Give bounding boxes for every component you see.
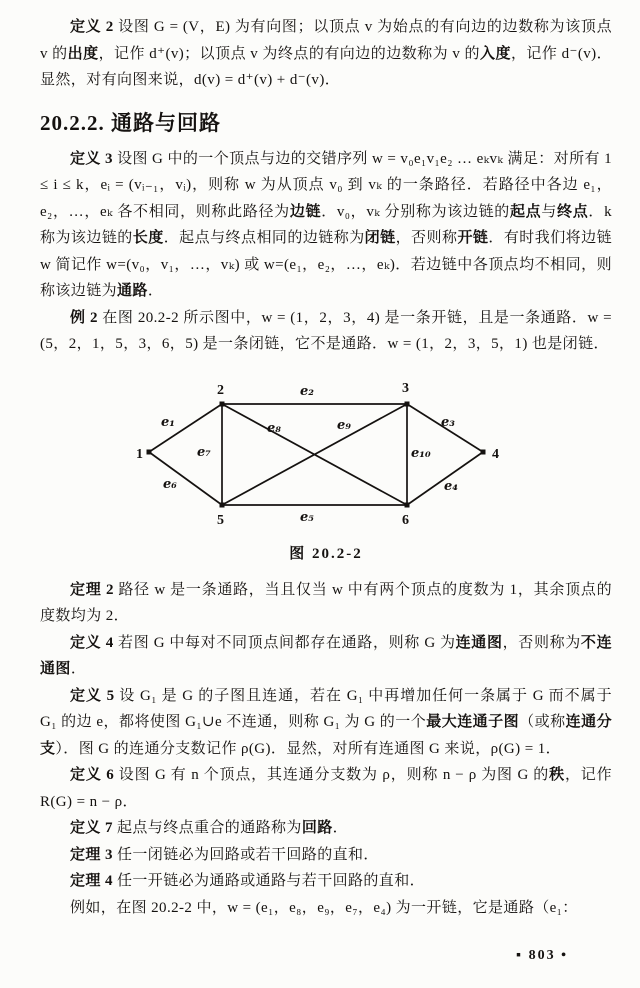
edge-label: e₁₀ (411, 445, 431, 461)
vertex-label: 6 (402, 512, 409, 528)
bold-term: 定义 7 (70, 820, 113, 836)
bold-term: 例 2 (70, 309, 98, 326)
text-run: 若图 G 中每对不同顶点间都存在通路，则称 G 为 (113, 634, 456, 651)
text-run: ．v₀，vₖ 分别称为该边链的 (321, 203, 510, 220)
page-number: ▪ 803 • (516, 948, 568, 963)
section-paragraphs (40, 146, 612, 358)
text-run: ． (70, 661, 87, 677)
graph-vertex-2 (220, 401, 225, 406)
bold-term: 闭链 (364, 230, 396, 246)
intro-paragraphs (40, 14, 612, 94)
edge-label: e₆ (163, 476, 177, 492)
edge-label: e₉ (337, 417, 351, 433)
paragraph (40, 14, 612, 94)
text-run: 设 G₁ 是 G 的子图且连通，若在 G₁ 中再增加任何一条属于 G 而不属于 G₁ 的边 e，都将使图 G₁∪e 不连通，则称 G₁ 为 G 的一个 (40, 687, 612, 730)
paragraph (40, 762, 612, 815)
bold-term: 起点 (509, 203, 542, 220)
text-run: 设图 G 有 n 个顶点，其连通分支数为 ρ，则称 n − ρ 为图 G 的 (114, 767, 550, 783)
bold-term: 出度 (67, 45, 99, 62)
text-run: ． (332, 820, 349, 836)
vertex-label: 4 (492, 446, 499, 462)
edge-label: e₁ (161, 414, 175, 430)
vertex-label: 2 (217, 382, 224, 398)
paragraph (40, 683, 612, 763)
body-paragraphs (40, 577, 612, 922)
paragraph (40, 305, 612, 358)
figure-caption: 图 20.2-2 (289, 545, 363, 562)
paragraph (40, 577, 612, 630)
paragraph (40, 815, 612, 842)
text-run: ，记作 d⁻(v)．显然，对有向图来说，d(v) = d⁺(v) + d⁻(v)． (40, 45, 612, 88)
text-run: 例如，在图 20.2-2 中，w = (e₁，e₈，e₉，e₇，e₄) 为一开链，它是通路（e₁： (70, 899, 578, 916)
bold-term: 定理 3 (70, 846, 113, 863)
bold-term: 最大连通子图 (426, 714, 520, 730)
graph-figure (0, 374, 640, 536)
bold-term: 定义 6 (70, 767, 115, 783)
text-run: ． (147, 283, 164, 299)
paragraph (40, 146, 612, 305)
paragraph (40, 868, 612, 895)
text-run: ．有时我们将边链 w 简记作 w=(v₀，v₁，…，vₖ) 或 w=(e₁，e₂，…，eₖ)．若边链中各顶点均不相同，则称该边链为 (40, 230, 612, 299)
vertex-label: 5 (217, 512, 224, 528)
bold-term: 开链 (457, 230, 489, 246)
text-run: ）．图 G 的连通分支数记作 ρ(G)．显然，对所有连通图 G 来说，ρ(G) = 1． (55, 740, 561, 757)
edge-label: e₄ (444, 478, 458, 494)
bold-term: 定义 4 (70, 634, 114, 651)
text-run: ．k 称为该边链的 (40, 203, 612, 246)
vertex-label: 1 (136, 446, 143, 462)
text-run: 与 (541, 203, 558, 220)
text-run: 任一开链必为通路或通路与若干回路的直和． (112, 873, 426, 889)
edge-label: e₃ (441, 414, 455, 430)
text-run: （或称 (519, 714, 566, 730)
text-run: ，记作 d⁺(v)；以顶点 v 为终点的有向边的边数称为 v 的 (98, 45, 480, 62)
paragraph (40, 842, 612, 869)
edge-label: e₂ (300, 383, 314, 399)
bold-term: 回路 (301, 820, 333, 836)
text-run: ，否则称 (395, 230, 458, 246)
text-run: 设图 G = (V，E) 为有向图；以顶点 v 为始点的有向边的边数称为该顶点 v 的 (40, 19, 612, 62)
edge-label: e₇ (197, 444, 211, 460)
graph-vertex-4 (481, 449, 486, 454)
graph-edge-e1 (149, 404, 222, 452)
bold-term: 边链 (289, 203, 322, 220)
bold-term: 长度 (132, 230, 164, 246)
text-run: 设图 G 中的一个顶点与边的交错序列 w = v₀e₁v₁e₂ … eₖvₖ 满足：对所有 1 ≤ i ≤ k，eᵢ = (vᵢ₋₁，vᵢ)，则称 w 为从顶点 v₀ 到 vₖ 的一条路径．若路径中各边 e₁，e₂，…，eₖ 各不相同，则称此路径为 (40, 150, 612, 220)
paragraph (40, 630, 612, 683)
text-run: ．起点与终点相同的边链称为 (163, 230, 365, 246)
graph-vertex-1 (147, 449, 152, 454)
edge-label: e₈ (267, 420, 281, 436)
text-run: ，记作 R(G) = n − ρ． (40, 767, 613, 810)
vertex-label: 3 (402, 380, 409, 396)
graph-vertex-6 (405, 502, 410, 507)
text-run: 在图 20.2-2 所示图中，w = (1，2，3，4) 是一条开链，且是一条通路．w = (5，2，1，5，3，6，5) 是一条闭链，它不是通路．w = (1，2，3，5，1) 也是闭链． (40, 309, 612, 352)
graph-svg (0, 374, 640, 536)
text-run: 路径 w 是一条通路，当且仅当 w 中有两个顶点的度数为 1，其余顶点的度数均为 2． (40, 581, 613, 624)
graph-vertex-5 (220, 502, 225, 507)
bold-term: 定义 5 (70, 687, 115, 704)
bold-term: 不连通图 (40, 634, 612, 677)
bold-term: 连通图 (455, 634, 503, 651)
graph-edge-e6 (149, 452, 222, 505)
bold-term: 定义 2 (70, 19, 114, 35)
bold-term: 定理 2 (70, 581, 114, 598)
bold-term: 定义 3 (70, 150, 113, 167)
paragraph (40, 895, 612, 922)
text-run: ，否则称为 (502, 634, 581, 651)
bold-term: 定理 4 (70, 873, 113, 889)
edge-label: e₅ (300, 509, 314, 525)
bold-term: 通路 (117, 283, 148, 299)
text-run: 起点与终点重合的通路称为 (112, 820, 302, 836)
bold-term: 入度 (479, 45, 511, 62)
section-heading: 20.2.2. 通路与回路 (40, 110, 221, 135)
graph-vertex-3 (405, 401, 410, 406)
bold-term: 秩 (549, 767, 565, 783)
bold-term: 连通分支 (40, 714, 613, 757)
text-run: 任一闭链必为回路或若干回路的直和． (112, 846, 379, 863)
bold-term: 终点 (557, 203, 589, 220)
